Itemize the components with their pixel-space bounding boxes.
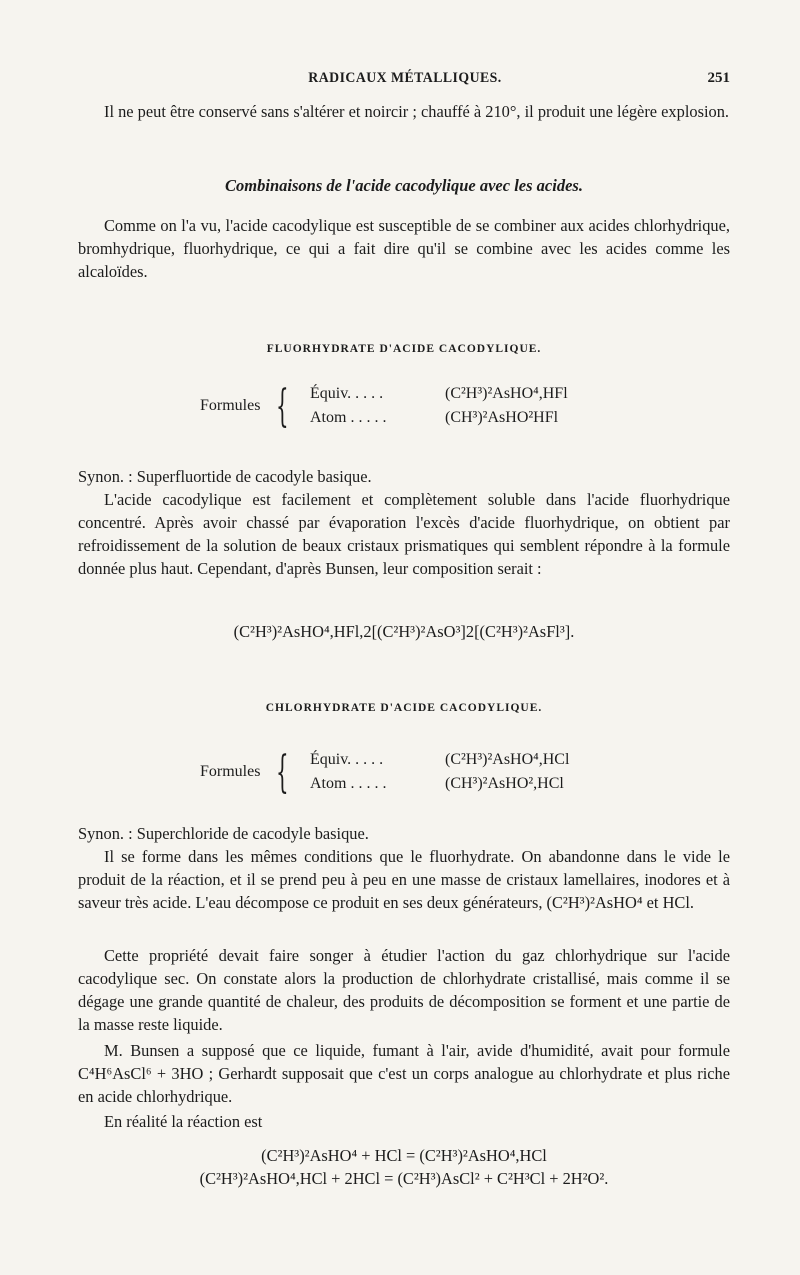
reaction-equation-2: (C²H³)²AsHO⁴,HCl + 2HCl = (C²H³)AsCl² + C²H³Cl + 2H²O². — [199, 1169, 609, 1188]
atom-label: Atom . . . . . — [310, 775, 387, 792]
reaction-equation-1: (C²H³)²AsHO⁴ + HCl = (C²H³)²AsHO⁴,HCl — [261, 1146, 547, 1165]
composition-formula: (C²H³)²AsHO⁴,HFl,2[(C²H³)²AsO³]2[(C²H³)²AsFl³]. — [233, 622, 575, 641]
section-intro-paragraph: Comme on l'a vu, l'acide cacodylique est susceptible de se combiner aux acides chlorhydrique, bromhydrique, fluorhydrique, ce qui a fait dire qu'il se combine avec les acides comme les alcaloïdes. — [78, 216, 730, 281]
intro-paragraph: Il ne peut être conservé sans s'altérer et noircir ; chauffé à 210°, il produit une légère explosion. — [104, 102, 729, 121]
fluorhydrate-paragraph: L'acide cacodylique est facilement et complètement soluble dans l'acide fluorhydrique concentré. Après avoir chassé par évaporation l'excès d'acide fluorhydrique, on obtient par refroidissement de la solution de beaux cristaux prismatiques qui semblent répondre à la formule donnée plus haut. Cependant, d'après Bunsen, leur composition serait : — [78, 490, 730, 578]
page-number: 251 — [707, 70, 730, 86]
fluorhydrate-formulas — [200, 381, 720, 433]
formulas-label: Formules — [200, 397, 261, 414]
running-header — [80, 70, 730, 92]
chlorhydrate-paragraph-1: Il se forme dans les mêmes conditions que le fluorhydrate. On abandonne dans le vide le produit de la réaction, et il se prend peu à peu en une masse de cristaux lamellaires, inodores et à saveur très acide. L'eau décompose ce produit en ses deux générateurs, (C²H³)²AsHO⁴ et HCl. — [78, 847, 730, 912]
left-brace: { — [276, 747, 289, 798]
chlorhydrate-paragraph-3: M. Bunsen a supposé que ce liquide, fumant à l'air, avide d'humidité, avait pour formule C⁴H⁶AsCl⁶ + 3HO ; Gerhardt supposait que c'est un corps analogue au chlorhydrate et plus riche en acide chlorhydrique. — [78, 1041, 730, 1106]
equiv-formula: (C²H³)²AsHO⁴,HFl — [445, 385, 568, 402]
header-title: RADICAUX MÉTALLIQUES. — [308, 70, 502, 86]
fluorhydrate-synonym: Synon. : Superfluortide de cacodyle basique. — [78, 467, 372, 486]
atom-row — [310, 775, 564, 799]
equiv-row — [310, 385, 568, 409]
chlorhydrate-paragraph-2: Cette propriété devait faire songer à étudier l'action du gaz chlorhydrique sur l'acide cacodylique sec. On constate alors la production de chlorhydrate cristallisé, mais comme il se dégage une grande quantité de chaleur, des produits de décomposition se forment et une partie de la masse reste liquide. — [78, 946, 730, 1034]
section-title: Combinaisons de l'acide cacodylique avec les acides. — [225, 176, 583, 195]
atom-formula: (CH³)²AsHO²,HCl — [445, 775, 564, 792]
equiv-row — [310, 751, 569, 775]
atom-formula: (CH³)²AsHO²HFl — [445, 409, 559, 426]
left-brace: { — [276, 381, 289, 432]
atom-row — [310, 409, 558, 433]
chlorhydrate-paragraph-4: En réalité la réaction est — [104, 1112, 263, 1131]
equiv-label: Équiv. . . . . — [310, 385, 384, 402]
formulas-label: Formules — [200, 763, 261, 780]
atom-label: Atom . . . . . — [310, 409, 387, 426]
chlorhydrate-formulas — [200, 747, 720, 799]
equiv-formula: (C²H³)²AsHO⁴,HCl — [445, 751, 570, 768]
chlorhydrate-heading: CHLORHYDRATE D'ACIDE CACODYLIQUE. — [265, 702, 543, 714]
chlorhydrate-synonym: Synon. : Superchloride de cacodyle basique. — [78, 824, 369, 843]
fluorhydrate-heading: FLUORHYDRATE D'ACIDE CACODYLIQUE. — [266, 343, 542, 355]
equiv-label: Équiv. . . . . — [310, 751, 384, 768]
